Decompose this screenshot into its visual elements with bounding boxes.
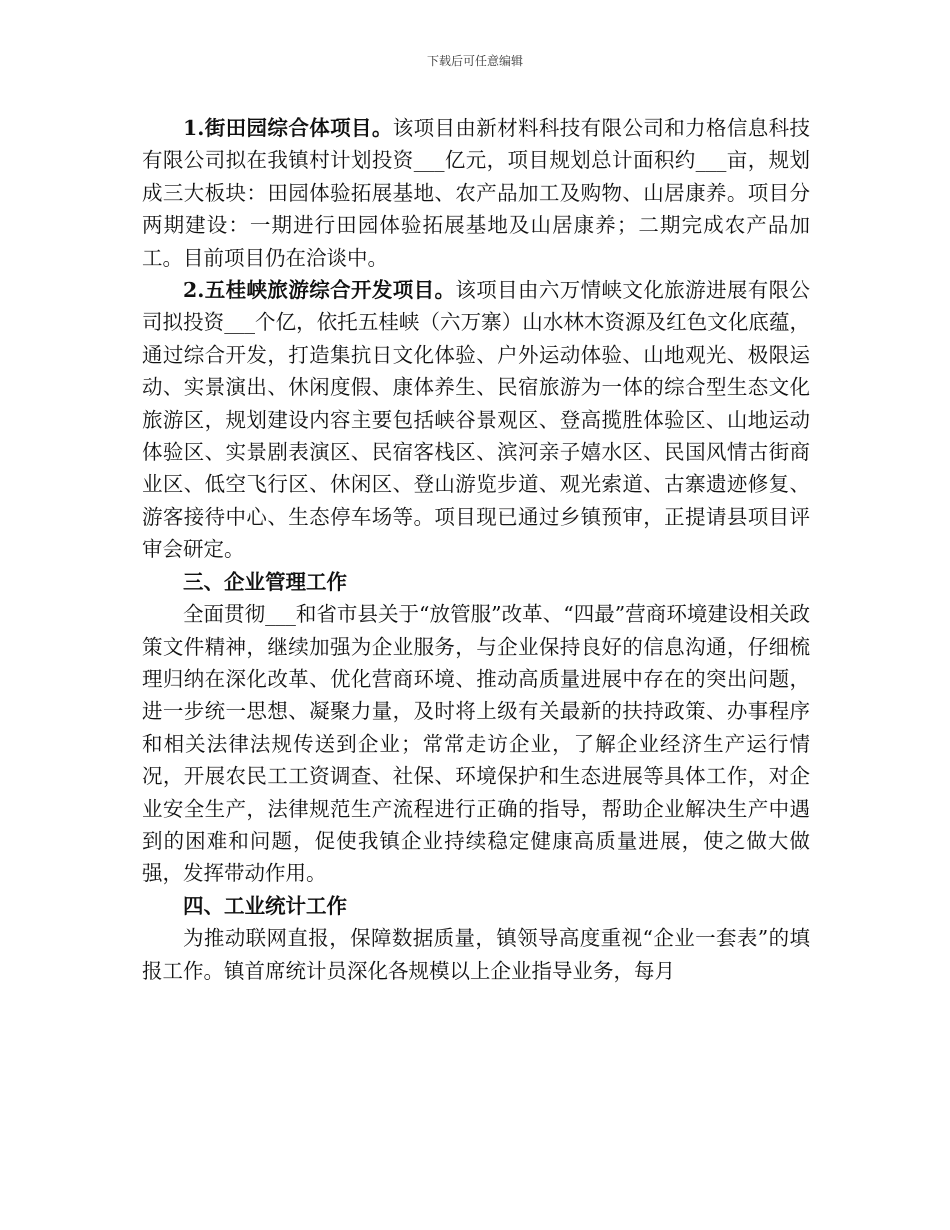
- project-2-text: 该项目由六万情峡文化旅游进展有限公司拟投资___个亿，依托五桂峡（六万寨）山水林木资源及红色文化底蕴，通过综合开发，打造集抗日文化体验、户外运动体验、山地观光、极限运动、实景演出、休闲度假、康体养生、民宿旅游为一体的综合型生态文化旅游区，规划建设内容主要包括峡谷景观区、登高揽胜体验区、山地运动体验区、实景剧表演区、民宿客栈区、滨河亲子嬉水区、民国风情古街商业区、低空飞行区、休闲区、登山游览步道、观光索道、古寨遗迹修复、游客接待中心、生态停车场等。项目现已通过乡镇预审，正提请县项目评审会研定。: [142, 278, 810, 562]
- section-3-paragraph: 全面贯彻___和省市县关于“放管服”改革、“四最”营商环境建设相关政策文件精神，继续加强为企业服务，与企业保持良好的信息沟通，仔细梳理归纳在深化改革、优化营商环境、推动高质量进展中存在的突出问题，进一步统一思想、凝聚力量，及时将上级有关最新的扶持政策、办事程序和相关法律法规传送到企业；常常走访企业，了解企业经济生产运行情况，开展农民工工资调查、社保、环境保护和生态进展等具体工作，对企业安全生产，法律规范生产流程进行正确的指导，帮助企业解决生产中遇到的困难和问题，促使我镇企业持续稳定健康高质量进展，使之做大做强，发挥带动作用。: [142, 602, 810, 886]
- project-1-text: 该项目由新材料科技有限公司和力格信息科技有限公司拟在我镇村计划投资___亿元，项目规划总计面积约___亩，规划成三大板块：田园体验拓展基地、农产品加工及购物、山居康养。项目分两期建设：一期进行田园体验拓展基地及山居康养；二期完成农产品加工。目前项目仍在洽谈中。: [142, 116, 811, 270]
- document-body: [142, 112, 810, 987]
- section-4-heading: 四、工业统计工作: [183, 893, 347, 918]
- project-2-title: 2.五桂峡旅游综合开发项目。: [183, 278, 456, 303]
- project-2-paragraph: [142, 274, 810, 566]
- project-1-paragraph: [142, 112, 810, 274]
- section-3-heading: 三、企业管理工作: [183, 569, 347, 594]
- section-4-paragraph: 为推动联网直报，保障数据质量，镇领导高度重视“企业一套表”的填报工作。镇首席统计员深化各规模以上企业指导业务，每月: [142, 926, 810, 983]
- project-1-title: 1.街田园综合体项目。: [183, 116, 393, 140]
- page-header: 下载后可任意编辑: [426, 54, 523, 68]
